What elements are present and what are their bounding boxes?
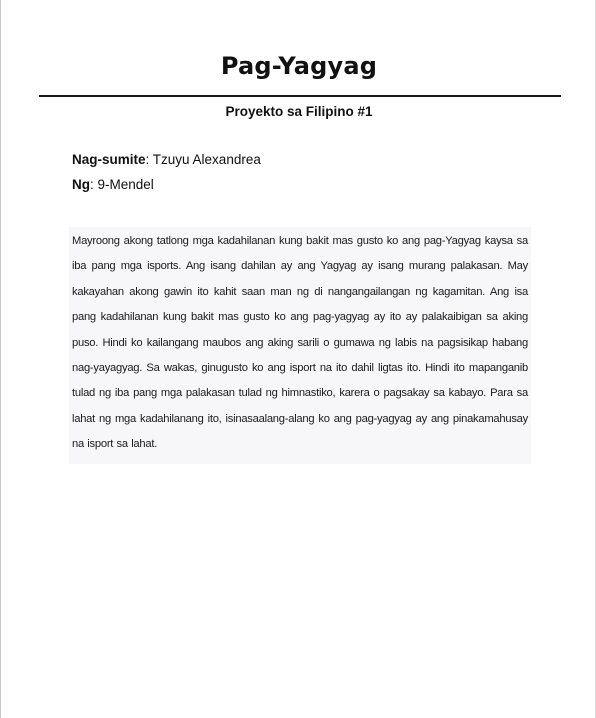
grade-label: Ng [72, 177, 90, 192]
submitted-by-line [72, 152, 261, 167]
submitted-by-label: Nag-sumite [72, 152, 146, 167]
document-subtitle: Proyekto sa Filipino #1 [225, 104, 373, 119]
grade-line [72, 177, 154, 192]
grade-value: 9-Mendel [97, 177, 154, 192]
document-title: Pag-Yagyag [220, 52, 378, 80]
colon-sep: : [90, 177, 98, 192]
colon-sep: : [145, 152, 153, 167]
essay-block [69, 227, 531, 464]
essay-paragraph: Mayroong akong tatlong mga kadahilanan kung bakit mas gusto ko ang pag-Yagyag kaysa sa iba pang mga isports. Ang isang dahilan ay ang Yagyag ay isang murang palakasan. May kakayahan akong gawin ito kahit saan man ng di nangangailangan ng kagamitan. Ang isa pang kadahilanan kung bakit mas gusto ko ang pag-yagyag ay ito ay palakaibigan sa aking puso. Hindi ko kailangang maubos ang aking sarili o gumawa ng labis na pagsisikap habang nag-yayagyag. Sa wakas, ginugusto ko ang isport na ito dahil ligtas ito. Hindi ito mapanganib tulad ng iba pang mga palakasan tulad ng himnastiko, karera o pagsakay sa kabayo. Para sa lahat ng mga kadahilanang ito, isinasaalang-alang ko ang pag-yagyag ay ang pinakamahusay na isport sa lahat. [72, 235, 528, 451]
title-divider [39, 95, 561, 97]
submitted-by-value: Tzuyu Alexandrea [152, 152, 261, 167]
